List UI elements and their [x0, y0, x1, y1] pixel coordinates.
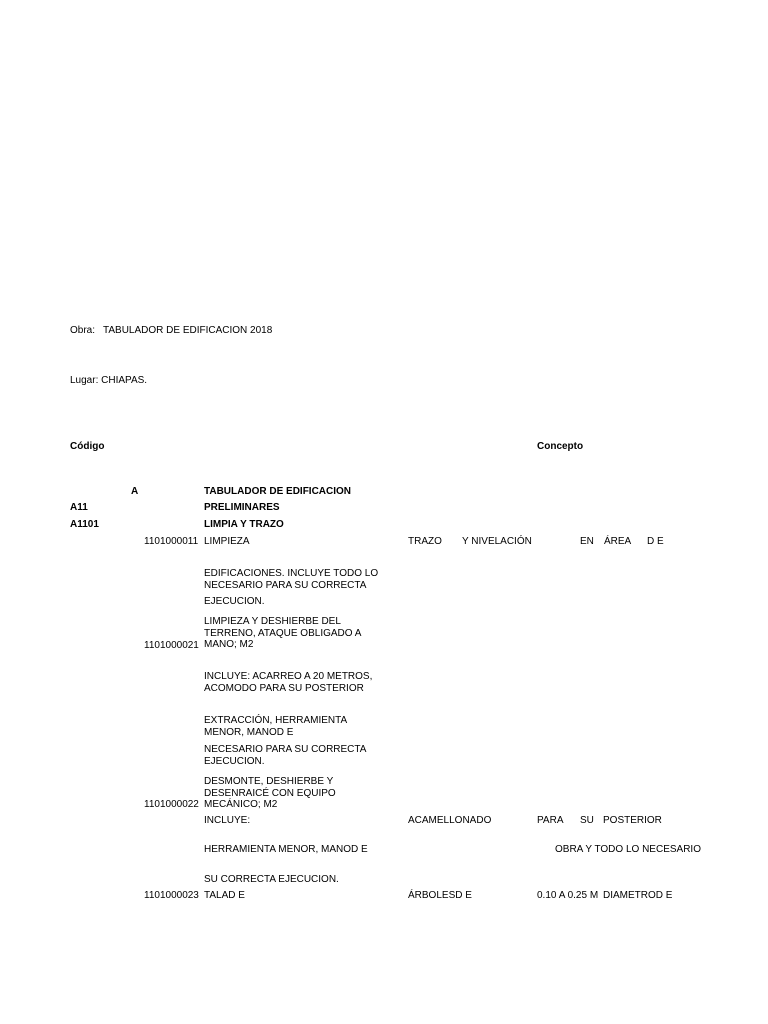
item-text: INCLUYE:: [204, 815, 251, 826]
item-text: OBRA Y TODO LO NECESARIO: [555, 844, 701, 855]
item-text: ACAMELLONADO: [408, 815, 492, 826]
item-text: PARA: [537, 815, 564, 826]
item-text: TALAD E: [204, 890, 245, 901]
lugar-text: Lugar: CHIAPAS.: [70, 375, 148, 386]
item-text: DIAMETROD E: [603, 890, 673, 901]
column-header-concepto: Concepto: [537, 441, 584, 452]
item-text: DESMONTE, DESHIERBE Y DESENRAICÉ CON EQUIPO MECÁNICO; M2: [204, 776, 336, 810]
item-text: SU: [580, 815, 594, 826]
item-code: 1101000023: [144, 890, 199, 901]
item-text: EDIFICACIONES. INCLUYE TODO LO NECESARIO PARA SU CORRECTA: [204, 568, 379, 591]
group-a11-title: PRELIMINARES: [204, 502, 280, 513]
obra-value: TABULADOR DE EDIFICACION 2018: [103, 325, 273, 336]
group-a-code: A: [131, 486, 139, 497]
item-text: Y NIVELACIÓN: [462, 536, 532, 547]
item-code: 1101000021: [144, 640, 199, 651]
item-text: LIMPIEZA Y DESHIERBE DEL TERRENO, ATAQUE OBLIGADO A MANO; M2: [204, 616, 361, 650]
item-text: 0.10 A 0.25 M: [537, 890, 599, 901]
group-a1101-title: LIMPIA Y TRAZO: [204, 519, 284, 530]
item-text: POSTERIOR: [603, 815, 662, 826]
item-text: HERRAMIENTA MENOR, MANOD E: [204, 844, 368, 855]
group-a11-code: A11: [70, 502, 88, 513]
item-text: ÁREA: [604, 536, 632, 547]
item-text: SU CORRECTA EJECUCION.: [204, 874, 339, 885]
column-header-codigo: Código: [70, 441, 105, 452]
item-code: 1101000022: [144, 799, 199, 810]
item-text: EN: [580, 536, 594, 547]
group-a-title: TABULADOR DE EDIFICACION: [204, 486, 352, 497]
group-a1101-code: A1101: [70, 519, 99, 530]
obra-label: Obra:: [70, 325, 96, 336]
item-text: LIMPIEZA: [204, 536, 250, 547]
item-text: EJECUCION.: [204, 596, 265, 607]
item-code: 1101000011: [144, 536, 199, 547]
item-text: EXTRACCIÓN, HERRAMIENTA MENOR, MANOD E: [204, 715, 347, 738]
item-text: TRAZO: [408, 536, 442, 547]
item-text: NECESARIO PARA SU CORRECTA EJECUCION.: [204, 744, 366, 767]
item-text: ÁRBOLESD E: [408, 890, 472, 901]
item-text: D E: [647, 536, 664, 547]
item-text: INCLUYE: ACARREO A 20 METROS, ACOMODO PARA SU POSTERIOR: [204, 671, 373, 694]
